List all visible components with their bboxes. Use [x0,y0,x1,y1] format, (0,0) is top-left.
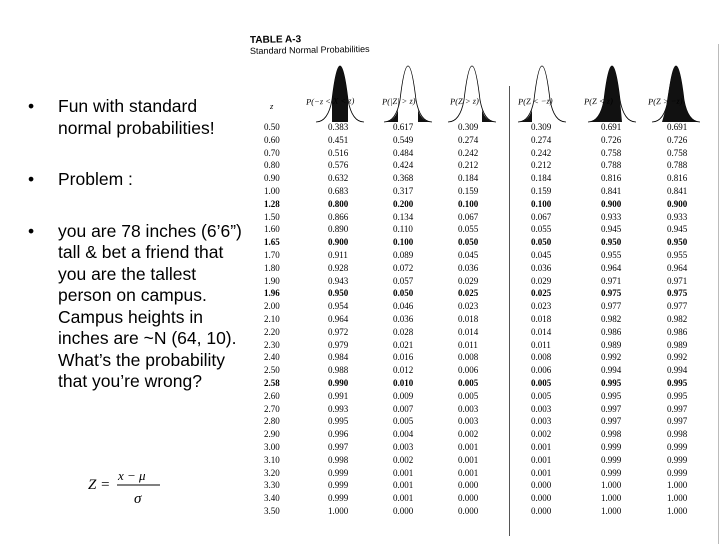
probability-cell: 0.800 [328,198,349,209]
z-value-cell: 2.20 [264,326,280,337]
probability-cell: 0.726 [667,134,688,145]
probability-cell: 0.758 [601,147,622,158]
table-row [248,173,720,183]
probability-cell: 0.012 [393,365,414,376]
probability-cell: 0.021 [393,339,414,350]
probability-cell: 0.134 [393,211,414,222]
table-row [248,429,720,439]
z-value-cell: 2.30 [264,339,280,350]
probability-cell: 0.994 [601,365,622,376]
probability-cell: 0.016 [393,352,414,363]
normal-curve-right-tail-icon [448,66,496,122]
probability-cell: 0.998 [601,429,622,440]
probability-cell: 0.841 [601,186,622,196]
z-value-cell: 0.90 [264,173,280,184]
table-row [248,212,720,222]
probability-cell: 1.000 [601,493,622,504]
probability-cell: 0.995 [601,378,622,388]
table-row [248,263,720,273]
table-row [248,237,720,247]
probability-cell: 0.005 [531,390,552,401]
bullet-text: you are 78 inches (6’6”) tall & bet a friend that you are the tallest person on campus. Campus heights in inches are ~N (64, 10). What’s the probability that you’re wrong? [58,220,242,391]
column-header-1: P(−z < X < z) [305,95,355,107]
probability-cell: 0.029 [531,275,552,286]
probability-cell: 0.999 [328,467,349,478]
z-value-cell: 3.40 [264,493,280,504]
probability-cell: 0.023 [531,301,552,312]
probability-cell: 0.758 [667,147,688,158]
probability-cell: 0.159 [458,186,479,196]
table-row [248,314,720,324]
probability-cell: 0.036 [393,314,414,324]
z-value-cell: 2.80 [264,416,280,427]
bullet-text: Problem : [58,169,133,189]
probability-cell: 0.000 [458,506,479,516]
probability-cell: 0.110 [393,224,413,235]
table-title: TABLE A-3 [249,34,302,46]
probability-cell: 0.982 [667,314,688,324]
probability-cell: 0.975 [601,288,622,299]
probability-cell: 0.001 [531,467,552,478]
probability-cell: 0.451 [328,134,349,145]
column-header-3: P(Z > z) [449,95,480,107]
probability-cell: 0.977 [601,301,622,312]
z-value-cell: 1.65 [264,237,280,248]
column-header-6: P(Z > −z) [647,95,683,107]
table-row [248,199,720,209]
probability-cell: 0.001 [458,467,479,478]
probability-cell: 0.999 [667,467,688,478]
probability-cell: 0.816 [601,173,622,184]
probability-cell: 0.989 [667,339,688,350]
probability-cell: 0.994 [667,365,688,376]
probability-cell: 1.000 [328,506,349,516]
probability-cell: 0.309 [531,122,552,132]
probability-cell: 0.816 [667,173,688,184]
probability-table-scan [248,24,720,540]
probability-cell: 0.100 [393,237,414,248]
probability-cell: 0.516 [328,147,349,158]
normal-curve-center-shaded-icon [316,66,364,122]
probability-cell: 0.841 [667,186,688,196]
normal-curve-left-of-z-icon [588,66,636,122]
bullet-marker: • [28,220,35,241]
probability-cell: 0.993 [328,403,349,414]
table-row [248,468,720,478]
probability-cell: 0.008 [531,352,552,363]
z-value-cell: 0.50 [264,122,280,132]
probability-cell: 0.988 [328,365,349,376]
table-row [248,148,720,158]
probability-cell: 0.900 [601,198,622,209]
probability-cell: 0.933 [667,211,688,222]
probability-cell: 0.726 [601,134,622,145]
z-value-cell: 1.96 [264,288,280,299]
table-row [248,186,720,196]
probability-cell: 0.955 [667,250,688,260]
table-subtitle: Standard Normal Probabilities [249,43,370,56]
probability-cell: 0.989 [601,339,622,350]
table-row [248,480,720,490]
probability-cell: 0.001 [393,493,414,504]
probability-cell: 1.000 [667,480,688,491]
probability-cell: 1.000 [667,506,688,516]
table-row [248,327,720,337]
probability-cell: 0.212 [531,160,552,171]
probability-cell: 0.014 [458,326,479,337]
probability-cell: 0.003 [458,403,479,414]
probability-cell: 0.036 [531,262,552,273]
probability-cell: 0.242 [458,147,479,158]
probability-cell: 0.576 [328,160,349,171]
probability-cell: 0.788 [667,160,688,171]
z-value-cell: 0.80 [264,160,280,171]
probability-cell: 0.424 [393,160,414,171]
z-score-formula [88,463,178,508]
probability-cell: 0.971 [667,275,688,286]
probability-cell: 0.995 [667,390,688,401]
probability-cell: 0.006 [458,365,479,376]
probability-cell: 0.683 [328,186,349,196]
normal-curve-right-of-neg-z-icon [652,66,700,122]
table-row [248,416,720,426]
probability-cell: 0.003 [531,416,552,427]
probability-cell: 0.001 [393,467,414,478]
probability-cell: 0.023 [458,301,479,312]
probability-cell: 0.309 [458,122,479,132]
probability-cell: 0.014 [531,326,552,337]
probability-cell: 0.971 [601,275,622,286]
probability-cell: 0.955 [601,250,622,260]
probability-cell: 0.006 [531,365,552,376]
probability-cell: 0.072 [393,262,414,273]
probability-cell: 0.866 [328,211,349,222]
z-column-header: z [270,101,274,111]
probability-cell: 0.159 [531,186,552,196]
probability-cell: 0.242 [531,147,552,158]
probability-cell: 0.045 [458,250,479,260]
column-header-4: P(Z < −z) [517,95,553,107]
probability-cell: 0.009 [393,390,414,401]
table-row [248,160,720,170]
probability-cell: 0.028 [393,326,414,337]
probability-cell: 0.991 [328,390,349,401]
probability-cell: 0.184 [531,173,552,184]
probability-cell: 0.982 [601,314,622,324]
probability-cell: 0.011 [458,339,478,350]
formula-numerator: x − μ [118,468,146,483]
formula-denominator: σ [134,491,142,507]
column-header-5: P(Z < z) [583,95,614,107]
probability-cell: 0.997 [667,403,688,414]
table-row [248,493,720,503]
z-value-cell: 3.20 [264,467,280,478]
table-row [248,276,720,286]
probability-cell: 0.999 [328,493,349,504]
z-value-cell: 2.50 [264,365,280,376]
probability-cell: 0.788 [601,160,622,171]
probability-cell: 0.975 [667,288,688,299]
probability-cell: 0.050 [393,288,414,299]
probability-cell: 0.986 [667,326,688,337]
table-row [248,365,720,375]
probability-cell: 0.274 [458,134,479,145]
probability-cell: 0.005 [458,378,479,388]
probability-cell: 0.184 [458,173,479,184]
probability-cell: 0.964 [328,314,349,324]
probability-cell: 1.000 [667,493,688,504]
probability-cell: 0.100 [458,198,479,209]
probability-cell: 0.057 [393,275,414,286]
probability-cell: 0.911 [328,250,348,260]
probability-cell: 0.999 [601,467,622,478]
probability-cell: 0.018 [458,314,479,324]
probability-cell: 0.000 [531,506,552,516]
probability-cell: 0.055 [458,224,479,235]
probability-cell: 0.549 [393,134,414,145]
probability-cell: 0.050 [458,237,479,248]
probability-cell: 0.632 [328,173,349,184]
z-value-cell: 0.60 [264,134,280,145]
probability-cell: 0.484 [393,147,414,158]
probability-cell: 0.691 [601,122,622,132]
normal-curve-left-tail-icon [518,66,566,122]
probability-cell: 0.018 [531,314,552,324]
bullet-marker: • [28,169,35,189]
probability-cell: 0.008 [458,352,479,363]
table-row [248,122,720,132]
z-value-cell: 1.28 [264,198,280,209]
probability-cell: 0.992 [601,352,622,363]
table-row [248,455,720,465]
probability-cell: 0.089 [393,250,414,260]
probability-cell: 0.992 [667,352,688,363]
z-value-cell: 2.10 [264,314,280,324]
table-row [248,352,720,362]
probability-cell: 0.997 [601,416,622,427]
z-value-cell: 1.90 [264,275,280,286]
probability-cell: 0.691 [667,122,688,132]
probability-cell: 0.950 [601,237,622,248]
column-header-2: P(|Z| > z) [381,95,416,107]
table-row [248,378,720,388]
probability-cell: 0.999 [328,480,349,491]
z-value-cell: 1.70 [264,250,280,260]
probability-cell: 0.999 [601,454,622,465]
probability-cell: 0.000 [458,480,479,491]
probability-cell: 0.997 [601,403,622,414]
probability-cell: 0.617 [393,122,414,132]
probability-cell: 0.954 [328,301,349,312]
probability-cell: 0.996 [328,429,349,440]
probability-cell: 1.000 [601,480,622,491]
probability-cell: 0.999 [667,442,688,452]
z-value-cell: 3.00 [264,442,280,452]
probability-cell: 0.002 [393,454,414,465]
probability-cell: 0.986 [601,326,622,337]
table-row [248,404,720,414]
bullet-fun-with-probabilities [28,96,243,139]
probability-cell: 0.943 [328,275,349,286]
table-row [248,340,720,350]
probability-cell: 0.950 [667,237,688,248]
probability-cell: 0.007 [393,403,414,414]
normal-curve-two-tails-icon [381,66,432,122]
probability-cell: 0.383 [328,122,349,132]
probability-cell: 0.025 [531,288,552,299]
probability-cell: 0.045 [531,250,552,260]
z-value-cell: 2.40 [264,352,280,363]
z-value-cell: 3.50 [264,506,280,516]
probability-cell: 0.995 [328,416,349,427]
z-value-cell: 1.00 [264,186,280,196]
probability-cell: 0.055 [531,224,552,235]
z-value-cell: 2.00 [264,301,280,312]
bullet-marker: • [28,96,35,116]
table-row [248,250,720,260]
probability-cell: 0.004 [393,429,414,440]
probability-cell: 0.003 [393,442,414,452]
probability-cell: 0.000 [531,493,552,504]
probability-cell: 0.003 [531,403,552,414]
probability-cell: 0.945 [667,224,688,235]
table-row [248,288,720,298]
z-value-cell: 0.70 [264,147,280,158]
probability-cell: 0.003 [458,416,479,427]
probability-cell: 0.001 [458,454,479,465]
probability-cell: 0.997 [328,442,349,452]
table-row [248,301,720,311]
probability-cell: 0.984 [328,352,349,363]
z-value-cell: 3.30 [264,480,280,491]
z-value-cell: 1.60 [264,224,280,235]
bullet-problem [28,169,243,191]
probability-cell: 0.067 [531,211,552,222]
probability-cell: 0.000 [393,506,414,516]
probability-cell: 0.002 [458,429,479,440]
probability-cell: 0.999 [667,454,688,465]
probability-cell: 0.036 [458,262,479,273]
probability-cell: 0.999 [601,442,622,452]
probability-cell: 0.001 [393,480,414,491]
probability-cell: 0.997 [667,416,688,427]
probability-cell: 0.972 [328,326,349,337]
z-value-cell: 2.90 [264,429,280,440]
probability-cell: 1.000 [601,506,622,516]
probability-cell: 0.945 [601,224,622,235]
probability-cell: 0.025 [458,288,479,299]
table-row [248,135,720,145]
probability-cell: 0.005 [531,378,552,388]
probability-cell: 0.274 [531,134,552,145]
probability-cell: 0.950 [328,288,349,299]
probability-cell: 0.928 [328,262,349,273]
probability-cell: 0.000 [458,493,479,504]
probability-cell: 0.900 [667,198,688,209]
probability-cell: 0.029 [458,275,479,286]
z-value-cell: 3.10 [264,454,280,465]
probability-cell: 0.001 [531,454,552,465]
z-value-cell: 1.50 [264,211,280,222]
probability-cell: 0.964 [667,262,688,273]
probability-cell: 0.998 [328,454,349,465]
probability-cell: 0.933 [601,211,622,222]
probability-cell: 0.990 [328,378,349,388]
probability-cell: 0.001 [458,442,479,452]
probability-cell: 0.011 [531,339,551,350]
probability-cell: 0.067 [458,211,479,222]
bullet-problem-statement [28,221,243,393]
z-value-cell: 2.70 [264,403,280,414]
probability-cell: 0.010 [393,378,414,388]
z-value-cell: 2.60 [264,390,280,401]
probability-cell: 0.900 [328,237,349,248]
table-row [248,506,720,516]
probability-cell: 0.995 [667,378,688,388]
probability-cell: 0.212 [458,160,479,171]
probability-cell: 0.998 [667,429,688,440]
table-row [248,442,720,452]
table-row [248,391,720,401]
table-row [248,224,720,234]
probability-cell: 0.977 [667,301,688,312]
z-value-cell: 1.80 [264,262,280,273]
probability-cell: 0.995 [601,390,622,401]
probability-cell: 0.005 [458,390,479,401]
probability-cell: 0.050 [531,237,552,248]
probability-cell: 0.368 [393,173,414,184]
bullet-text: Fun with standard normal probabilities! [58,96,215,138]
probability-cell: 0.046 [393,301,414,312]
z-value-cell: 2.58 [264,378,280,388]
probability-cell: 0.001 [531,442,552,452]
normal-curve-icons [248,54,720,129]
probability-cell: 0.000 [531,480,552,491]
formula-lhs: Z = [88,477,111,493]
probability-cell: 0.200 [393,198,414,209]
bullet-list [28,96,243,393]
probability-cell: 0.005 [393,416,414,427]
probability-cell: 0.317 [393,186,414,196]
probability-cell: 0.890 [328,224,349,235]
probability-cell: 0.002 [531,429,552,440]
probability-cell: 0.964 [601,262,622,273]
probability-cell: 0.100 [531,198,552,209]
probability-cell: 0.979 [328,339,349,350]
